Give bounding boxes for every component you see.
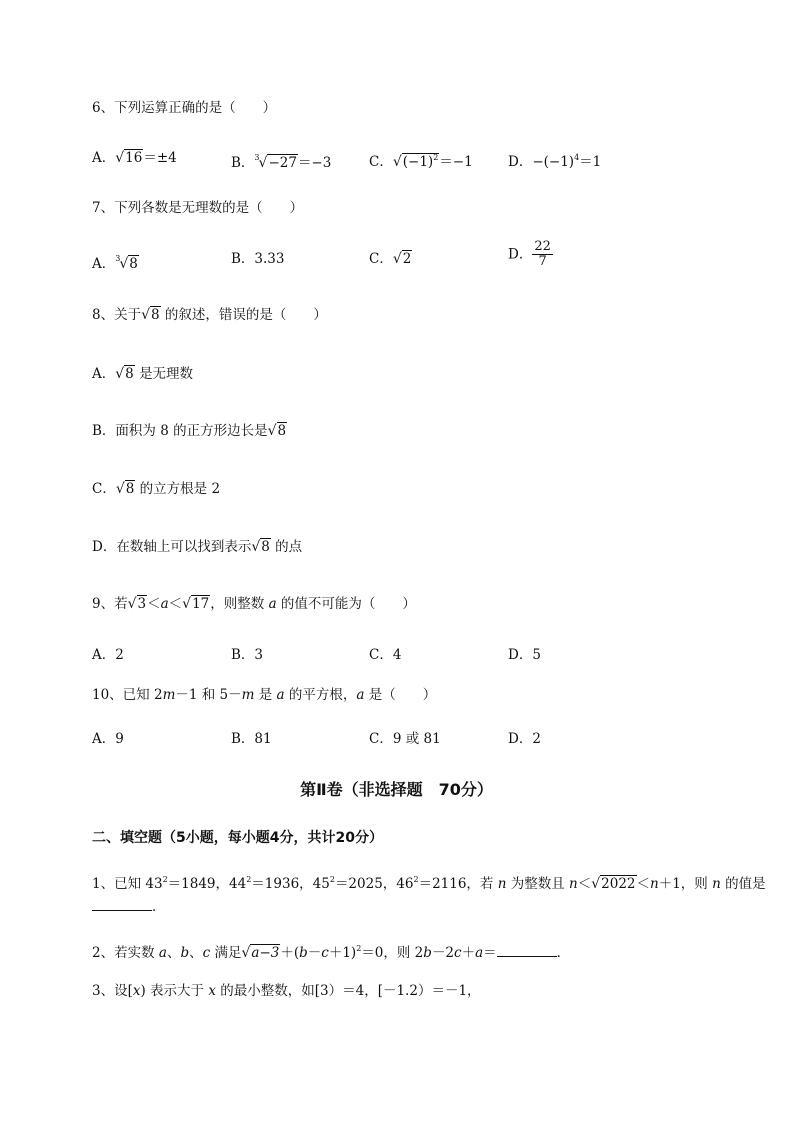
q9-option-d: D．5 [508, 647, 541, 663]
q6-option-d: D．$-(-1)^4=1$ [508, 153, 602, 170]
fill-q1-answer: ． [92, 896, 166, 917]
fill-q2: 2、若实数 a、b、c 满足$√a-3+(b-c+1)^2=0$，则 2b－2c＋a＝ ． [92, 944, 571, 961]
q7-option-d: D． $\frac{22}{7}$ [508, 239, 551, 269]
q8-option-d: D．在数轴上可以找到表示√8 的点 [92, 539, 303, 555]
q10-option-c: C．9 或 81 [369, 731, 441, 747]
q7-option-b: B．3.33 [231, 251, 285, 267]
q6-option-a: A．√16＝±4 [92, 150, 177, 166]
q10-stem: 10、已知 2m－1 和 5－m 是 a 的平方根，a 是（ ） [92, 687, 437, 703]
part2-title: 第Ⅱ卷（非选择题 70分） [300, 780, 493, 799]
q10-option-d: D．2 [508, 731, 541, 747]
q9-option-c: C．4 [369, 647, 402, 663]
answer-blank[interactable] [92, 896, 152, 911]
q7-option-a: A．$^3$√8 [92, 254, 138, 272]
q6-option-b: B．$^3$√−27＝−3 [231, 153, 332, 171]
section-heading: 二、填空题（5小题，每小题4分，共计20分） [92, 830, 383, 846]
answer-blank[interactable] [497, 942, 557, 957]
q8-option-c: C．√8 的立方根是 2 [92, 481, 221, 497]
q10-option-b: B．81 [231, 731, 272, 747]
q6-stem: 6、下列运算正确的是（ ） [92, 100, 277, 116]
fill-q1: 1、已知 $43^2=1849$，$44^2=1936$，$45^2=2025$，$46^2=2116$，若 n 为整数且 n＜√2022＜n＋1，则 n 的值是 [92, 875, 766, 892]
q7-option-c: C．√2 [369, 251, 412, 267]
q8-stem: 8、关于√8 的叙述，错误的是（ ） [92, 307, 327, 323]
q8-option-a: A．√8 是无理数 [92, 366, 194, 382]
fraction: $\frac{22}{7}$ [534, 239, 551, 269]
q9-option-a: A．2 [92, 647, 124, 663]
q10-option-a: A．9 [92, 731, 124, 747]
q9-option-b: B．3 [231, 647, 264, 663]
q7-stem: 7、下列各数是无理数的是（ ） [92, 200, 304, 216]
q9-stem: 9、若√3＜a＜√17，则整数 a 的值不可能为（ ） [92, 596, 416, 612]
q6-option-c: C．$√(-1)^2=-1$ [369, 153, 473, 170]
fill-q3: 3、设[x) 表示大于 x 的最小整数，如[3）＝4，[－1.2）＝－1， [92, 983, 481, 999]
q8-option-b: B．面积为 8 的正方形边长是√8 [92, 423, 287, 439]
